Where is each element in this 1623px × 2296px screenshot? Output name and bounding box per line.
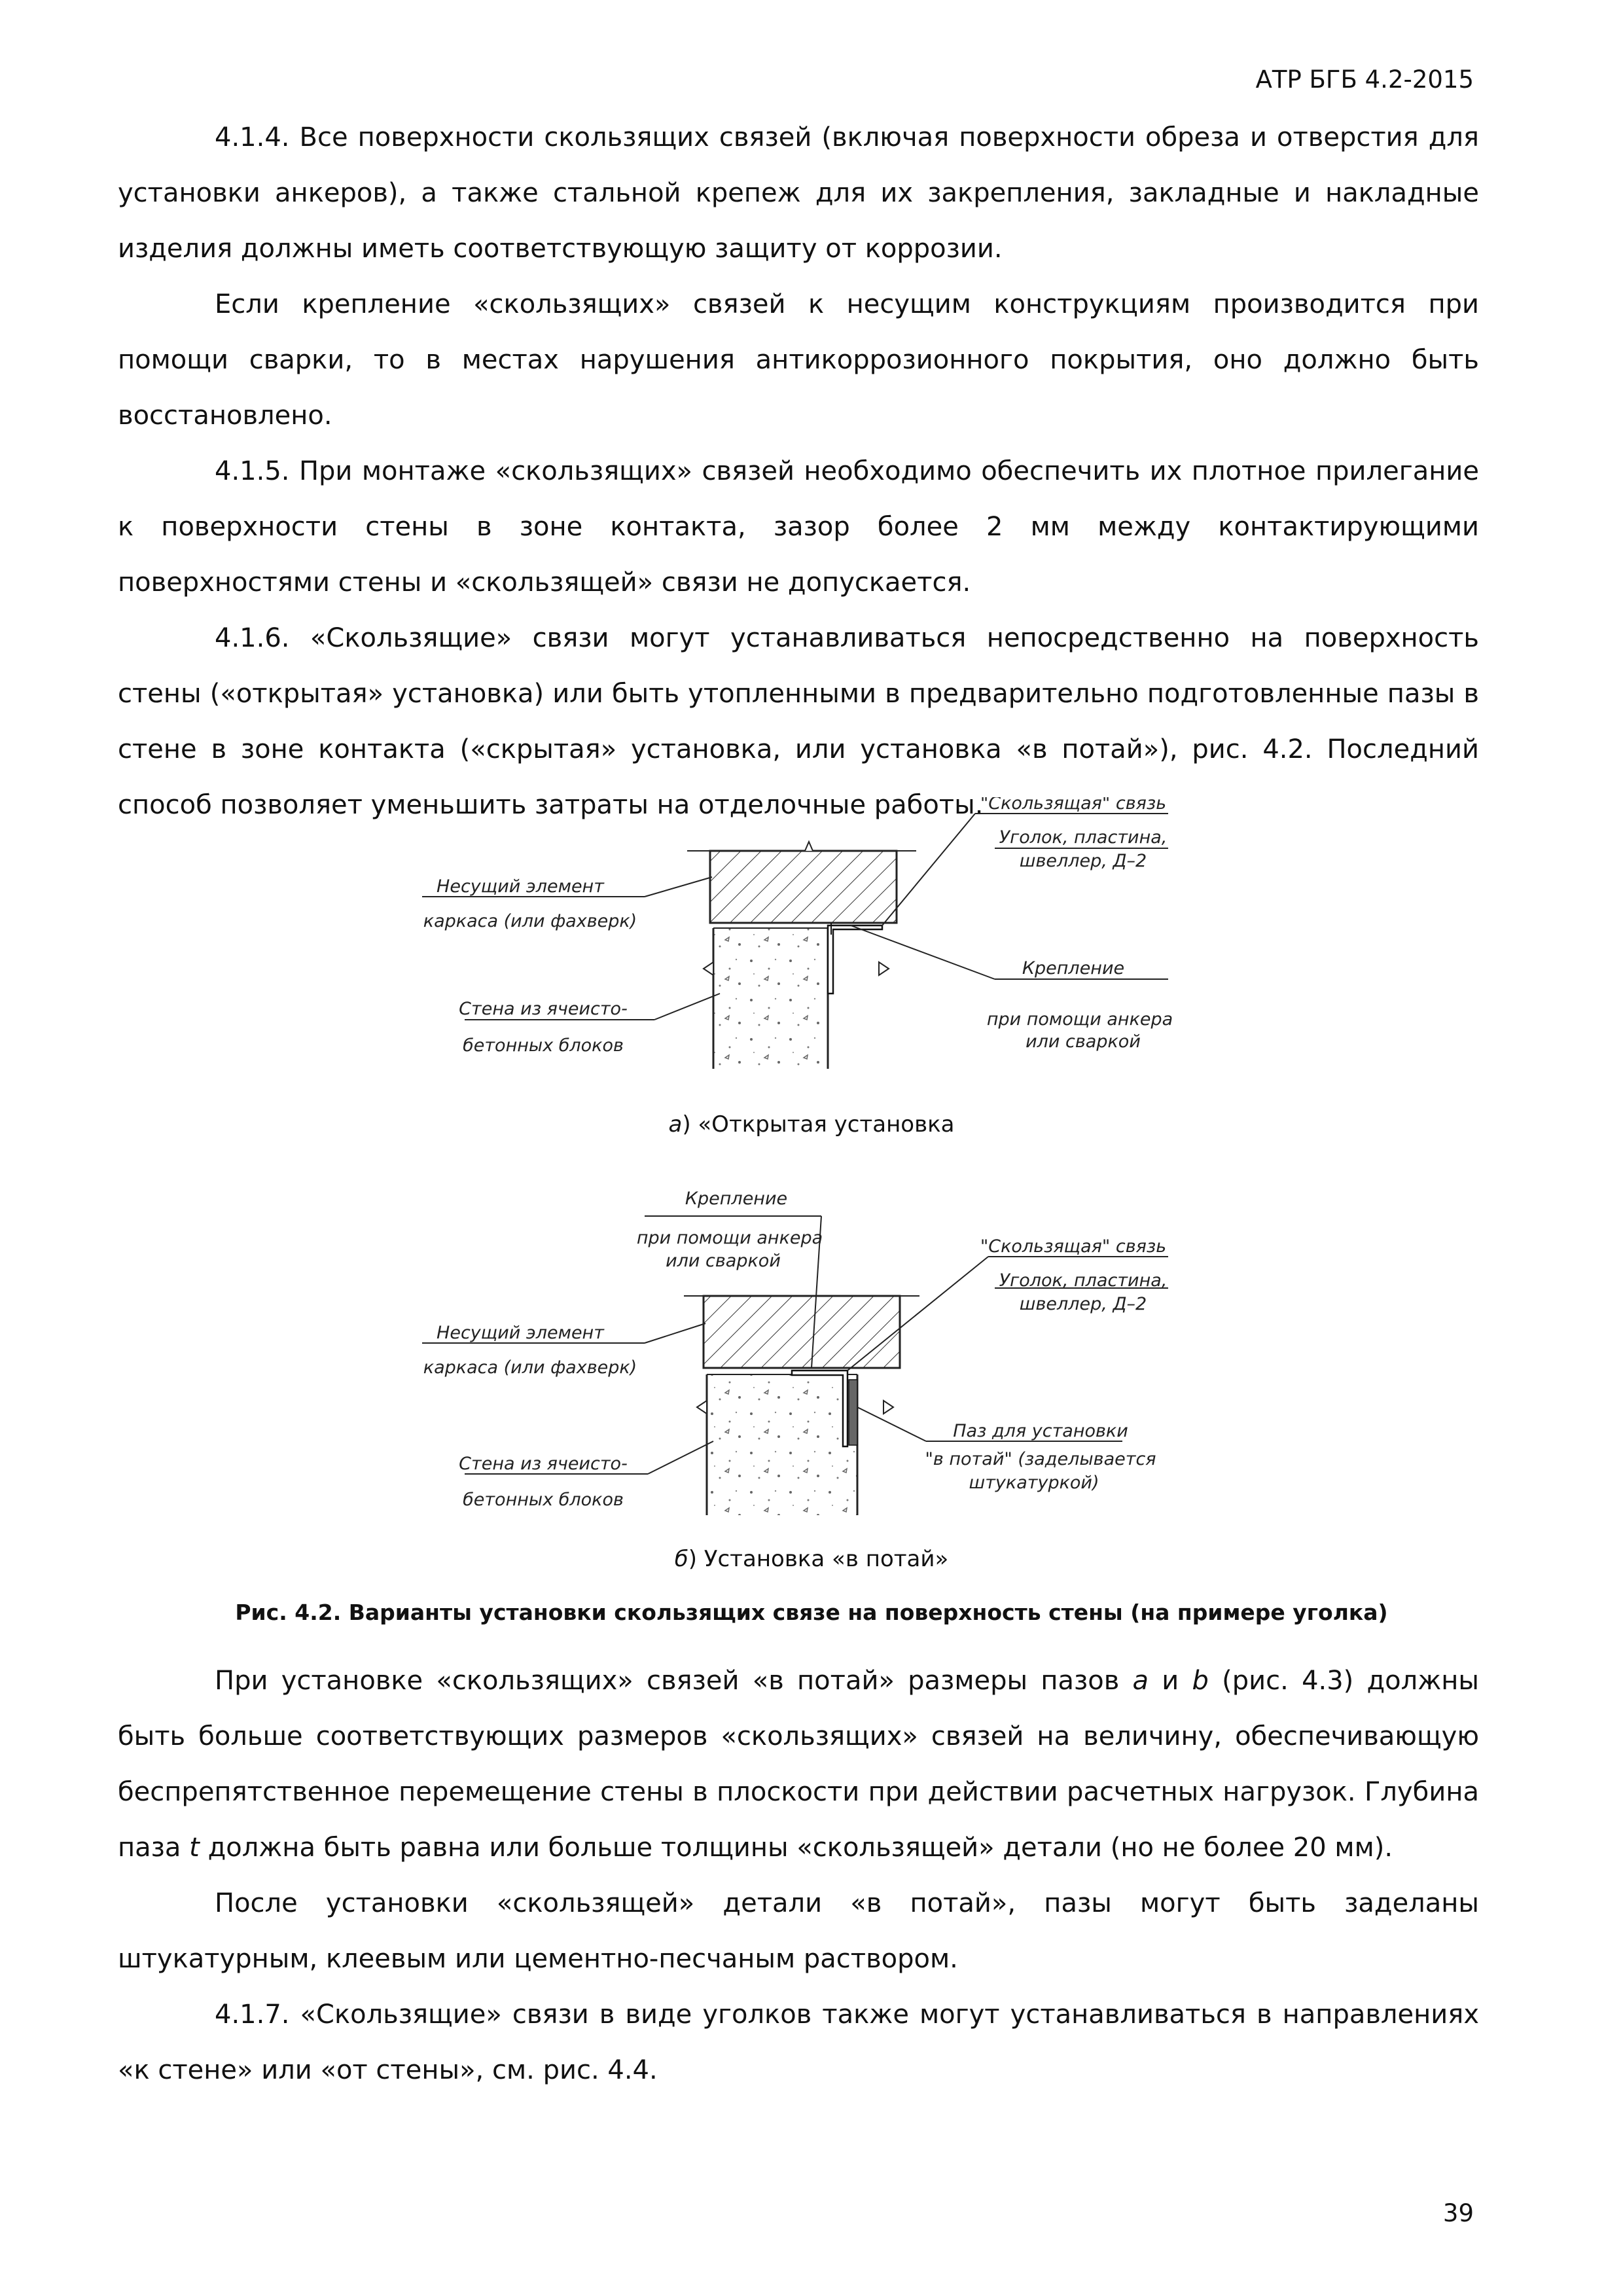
text-run: При установке «скользящих» связей «в потай» размеры пазов (215, 1666, 1133, 1696)
label-bearing-2: каркаса (или фахверк) (423, 911, 637, 931)
label-wall-2: бетонных блоков (463, 1035, 624, 1056)
label-wall-2: бетонных блоков (463, 1490, 624, 1510)
label-bearing-2: каркаса (или фахверк) (423, 1357, 637, 1378)
label-angle-2: швеллер, Д–2 (1019, 851, 1147, 871)
figure-b-letter: б (674, 1546, 688, 1572)
paragraph-4-1-7: 4.1.7. «Скользящие» связи в виде уголков также могут устанавливаться в направлениях «к стене» или «от стены», см. рис. 4.4. (118, 2000, 1479, 2085)
label-groove-3: штукатуркой) (969, 1473, 1099, 1493)
label-fastening: Крепление (685, 1189, 788, 1209)
paragraph-groove-sizes (118, 1653, 1479, 1876)
label-fastening: Крепление (1022, 958, 1125, 978)
label-angle-1: Уголок, пластина, (999, 1270, 1168, 1291)
paragraph-4-1-6: 4.1.6. «Скользящие» связи могут устанавливаться непосредственно на поверхность стены («открытая» установка) или быть утопленными в предварительно подготовленные пазы в стене в зоне контакта («скрытая» установка, или установка «в потай»), рис. 4.2. Последний способ позволяет уменьшить затраты на отделочные работы. (118, 623, 1479, 820)
figure-b-caption-text: ) Установка «в потай» (688, 1546, 949, 1572)
figure-a-caption (0, 1111, 1623, 1138)
label-wall-1: Стена из ячеисто- (459, 999, 628, 1019)
label-angle-1: Уголок, пластина, (999, 827, 1168, 848)
label-sliding-link: "Скользящая" связь (980, 1236, 1167, 1257)
paragraph-after-installation: После установки «скользящей» детали «в потай», пазы могут быть заделаны штукатурным, клеевым или цементно-песчаным раствором. (118, 1888, 1479, 1974)
open-installation-drawing (0, 797, 1623, 1105)
paragraph-welding: Если крепление «скользящих» связей к несущим конструкциям производится при помощи сварки, то в местах нарушения антикоррозионного покрытия, оно должно быть восстановлено. (118, 289, 1479, 431)
label-anchor-2: или сваркой (1026, 1031, 1141, 1052)
figure-a-caption-text: ) «Открытая установка (682, 1111, 955, 1138)
document-code-header: АТР БГБ 4.2-2015 (1255, 65, 1474, 94)
figure-b-caption (0, 1546, 1623, 1572)
label-wall-1: Стена из ячеисто- (459, 1454, 628, 1474)
label-anchor-2: или сваркой (666, 1251, 781, 1271)
figure-open-installation (0, 797, 1623, 1108)
variable-b: b (1192, 1666, 1209, 1696)
label-sliding-link: "Скользящая" связь (980, 797, 1167, 814)
aerated-concrete-wall (697, 1374, 893, 1515)
label-bearing-1: Несущий элемент (437, 876, 604, 897)
label-angle-2: швеллер, Д–2 (1019, 1294, 1147, 1314)
figure-main-caption: Рис. 4.2. Варианты установки скользящих связе на поверхность стены (на примере уголка) (235, 1600, 1388, 1625)
label-bearing-1: Несущий элемент (437, 1323, 604, 1343)
label-groove-1: Паз для установки (953, 1421, 1128, 1441)
label-anchor-1: при помощи анкера (986, 1009, 1173, 1030)
variable-a: a (1132, 1666, 1149, 1696)
flush-installation-drawing (0, 1172, 1623, 1538)
bearing-element-beam (684, 1296, 919, 1368)
groove-plaster (849, 1380, 857, 1445)
paragraph-4-1-5: 4.1.5. При монтаже «скользящих» связей необходимо обеспечить их плотное прилегание к поверхности стены в зоне контакта, зазор более 2 мм между контактирующими поверхностями стены и «скользящей» связи не допускается. (118, 456, 1479, 598)
page-number: 39 (1442, 2199, 1474, 2227)
text-run: и (1149, 1666, 1192, 1696)
figure-a-letter: а (668, 1111, 683, 1138)
label-groove-2: "в потай" (заделывается (925, 1449, 1156, 1469)
label-anchor-1: при помощи анкера (636, 1228, 823, 1248)
text-run: должна быть равна или больше толщины «скользящей» детали (но не более 20 мм). (199, 1833, 1393, 1863)
figure-flush-installation (0, 1172, 1623, 1541)
bearing-element-beam (687, 842, 916, 923)
variable-t: t (189, 1833, 200, 1863)
body-text-top (118, 110, 1479, 833)
paragraph-4-1-4: 4.1.4. Все поверхности скользящих связей (включая поверхности обреза и отверстия для установки анкеров), а также стальной крепеж для их закрепления, закладные и накладные изделия должны иметь соответствующую защиту от коррозии. (118, 122, 1479, 264)
aerated-concrete-wall (704, 928, 889, 1069)
text-run: (рис. 4.3) должны быть больше соответствующих размеров «скользящих» связей на величину, обеспечивающую беспрепятственное перемещение стены в плоскости при действии расчетных нагрузок. Глубина паза (118, 1666, 1479, 1863)
body-text-bottom (118, 1653, 1479, 2098)
